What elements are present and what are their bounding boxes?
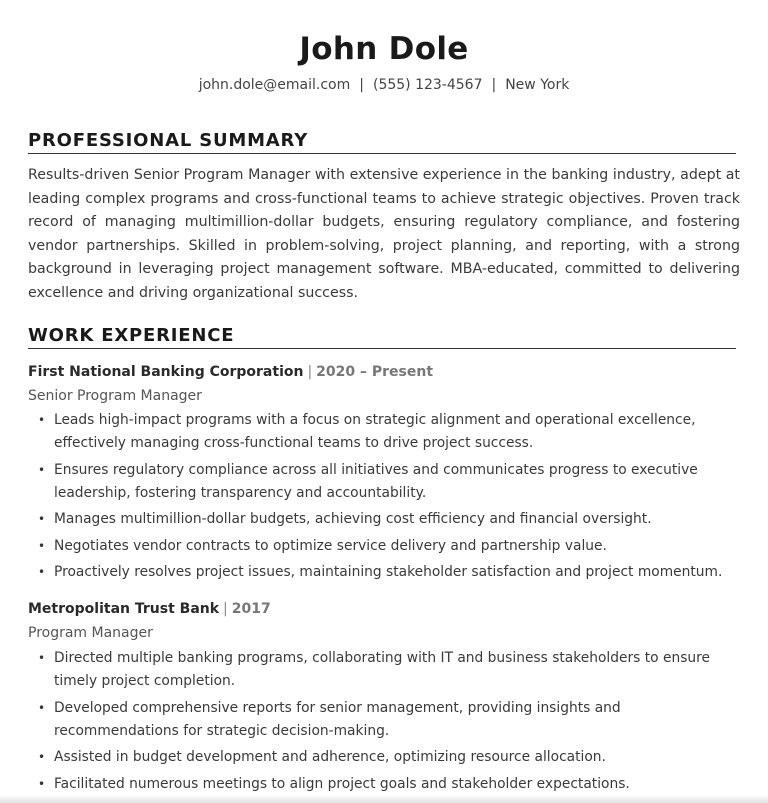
job-dates: 2020 – Present — [316, 364, 434, 380]
job-bullets — [38, 409, 738, 588]
page-bottom-edge — [0, 795, 768, 803]
bullet-text: Developed comprehensive reports for senior management, providing insights and recommendations for strategic decision-making. — [54, 699, 621, 739]
bullet-text: Proactively resolves project issues, maintaining stakeholder satisfaction and project momentum. — [54, 564, 723, 580]
bullet-dot-icon: • — [38, 413, 46, 427]
bullet-text: Directed multiple banking programs, collaborating with IT and business stakeholders to ensure timely project completion. — [54, 650, 710, 689]
contact-email: john.dole@email.com — [198, 77, 351, 93]
job-company: Metropolitan Trust Bank — [28, 601, 220, 617]
bullet-dot-icon: • — [38, 565, 46, 579]
bullet-text: Assisted in budget development and adherence, optimizing resource allocation. — [54, 749, 606, 765]
summary-heading: PROFESSIONAL SUMMARY — [28, 130, 736, 154]
job-separator: | — [223, 601, 228, 617]
job-header — [28, 599, 271, 619]
job-dates: 2017 — [231, 601, 271, 617]
contact-separator: | — [491, 77, 497, 93]
bullet-dot-icon: • — [38, 651, 46, 665]
contact-phone: (555) 123-4567 — [372, 77, 483, 93]
contact-location: New York — [505, 77, 570, 93]
bullet-item — [38, 697, 738, 743]
bullet-dot-icon: • — [38, 700, 46, 715]
summary-text: Results-driven Senior Program Manager with extensive experience in the banking industry, adept at leading complex programs and cross-functional teams to achieve strategic objectives. Proven track record of managing multimillion-dollar budgets, ensuring regulatory compliance, and fostering vendor partnerships. Skilled in problem-solving, project planning, and reporting, with a strong background in leveraging project management software. MBA-educated, committed to delivering excellence and driving organizational success. — [28, 167, 740, 301]
bullet-text: Ensures regulatory compliance across all initiatives and communicates progress to executive leadership, fostering transparency and accountability. — [54, 461, 698, 501]
experience-heading: WORK EXPERIENCE — [28, 325, 736, 349]
bullet-dot-icon: • — [38, 538, 46, 553]
bullet-dot-icon: • — [38, 462, 46, 477]
contact-separator: | — [359, 77, 364, 93]
bullet-dot-icon: • — [38, 776, 46, 791]
bullet-item — [38, 459, 738, 505]
bullet-text: Leads high-impact programs with a focus on strategic alignment and operational excellence, effectively managing cross-functional teams to drive project success. — [54, 412, 696, 451]
bullet-item — [38, 746, 738, 769]
job-company: First National Banking Corporation — [28, 364, 304, 380]
bullet-item — [38, 561, 738, 584]
bullet-dot-icon: • — [38, 512, 46, 526]
bullet-item — [38, 508, 738, 531]
bullet-text: Manages multimillion-dollar budgets, achieving cost efficiency and financial oversight. — [54, 511, 652, 527]
candidate-name: John Dole — [299, 31, 469, 67]
job-role: Senior Program Manager — [28, 388, 202, 404]
bullet-text: Negotiates vendor contracts to optimize service delivery and partnership value. — [54, 537, 607, 554]
contact-line — [0, 77, 768, 93]
job-header — [28, 362, 433, 382]
bullet-item — [38, 647, 738, 693]
bullet-text: Facilitated numerous meetings to align project goals and stakeholder expectations. — [54, 775, 630, 792]
bullet-dot-icon: • — [38, 750, 46, 764]
bullet-item — [38, 773, 738, 796]
job-role: Program Manager — [28, 625, 153, 641]
bullet-item — [38, 409, 738, 455]
bullet-item — [38, 535, 738, 558]
job-separator: | — [307, 364, 313, 380]
job-bullets — [38, 647, 738, 799]
